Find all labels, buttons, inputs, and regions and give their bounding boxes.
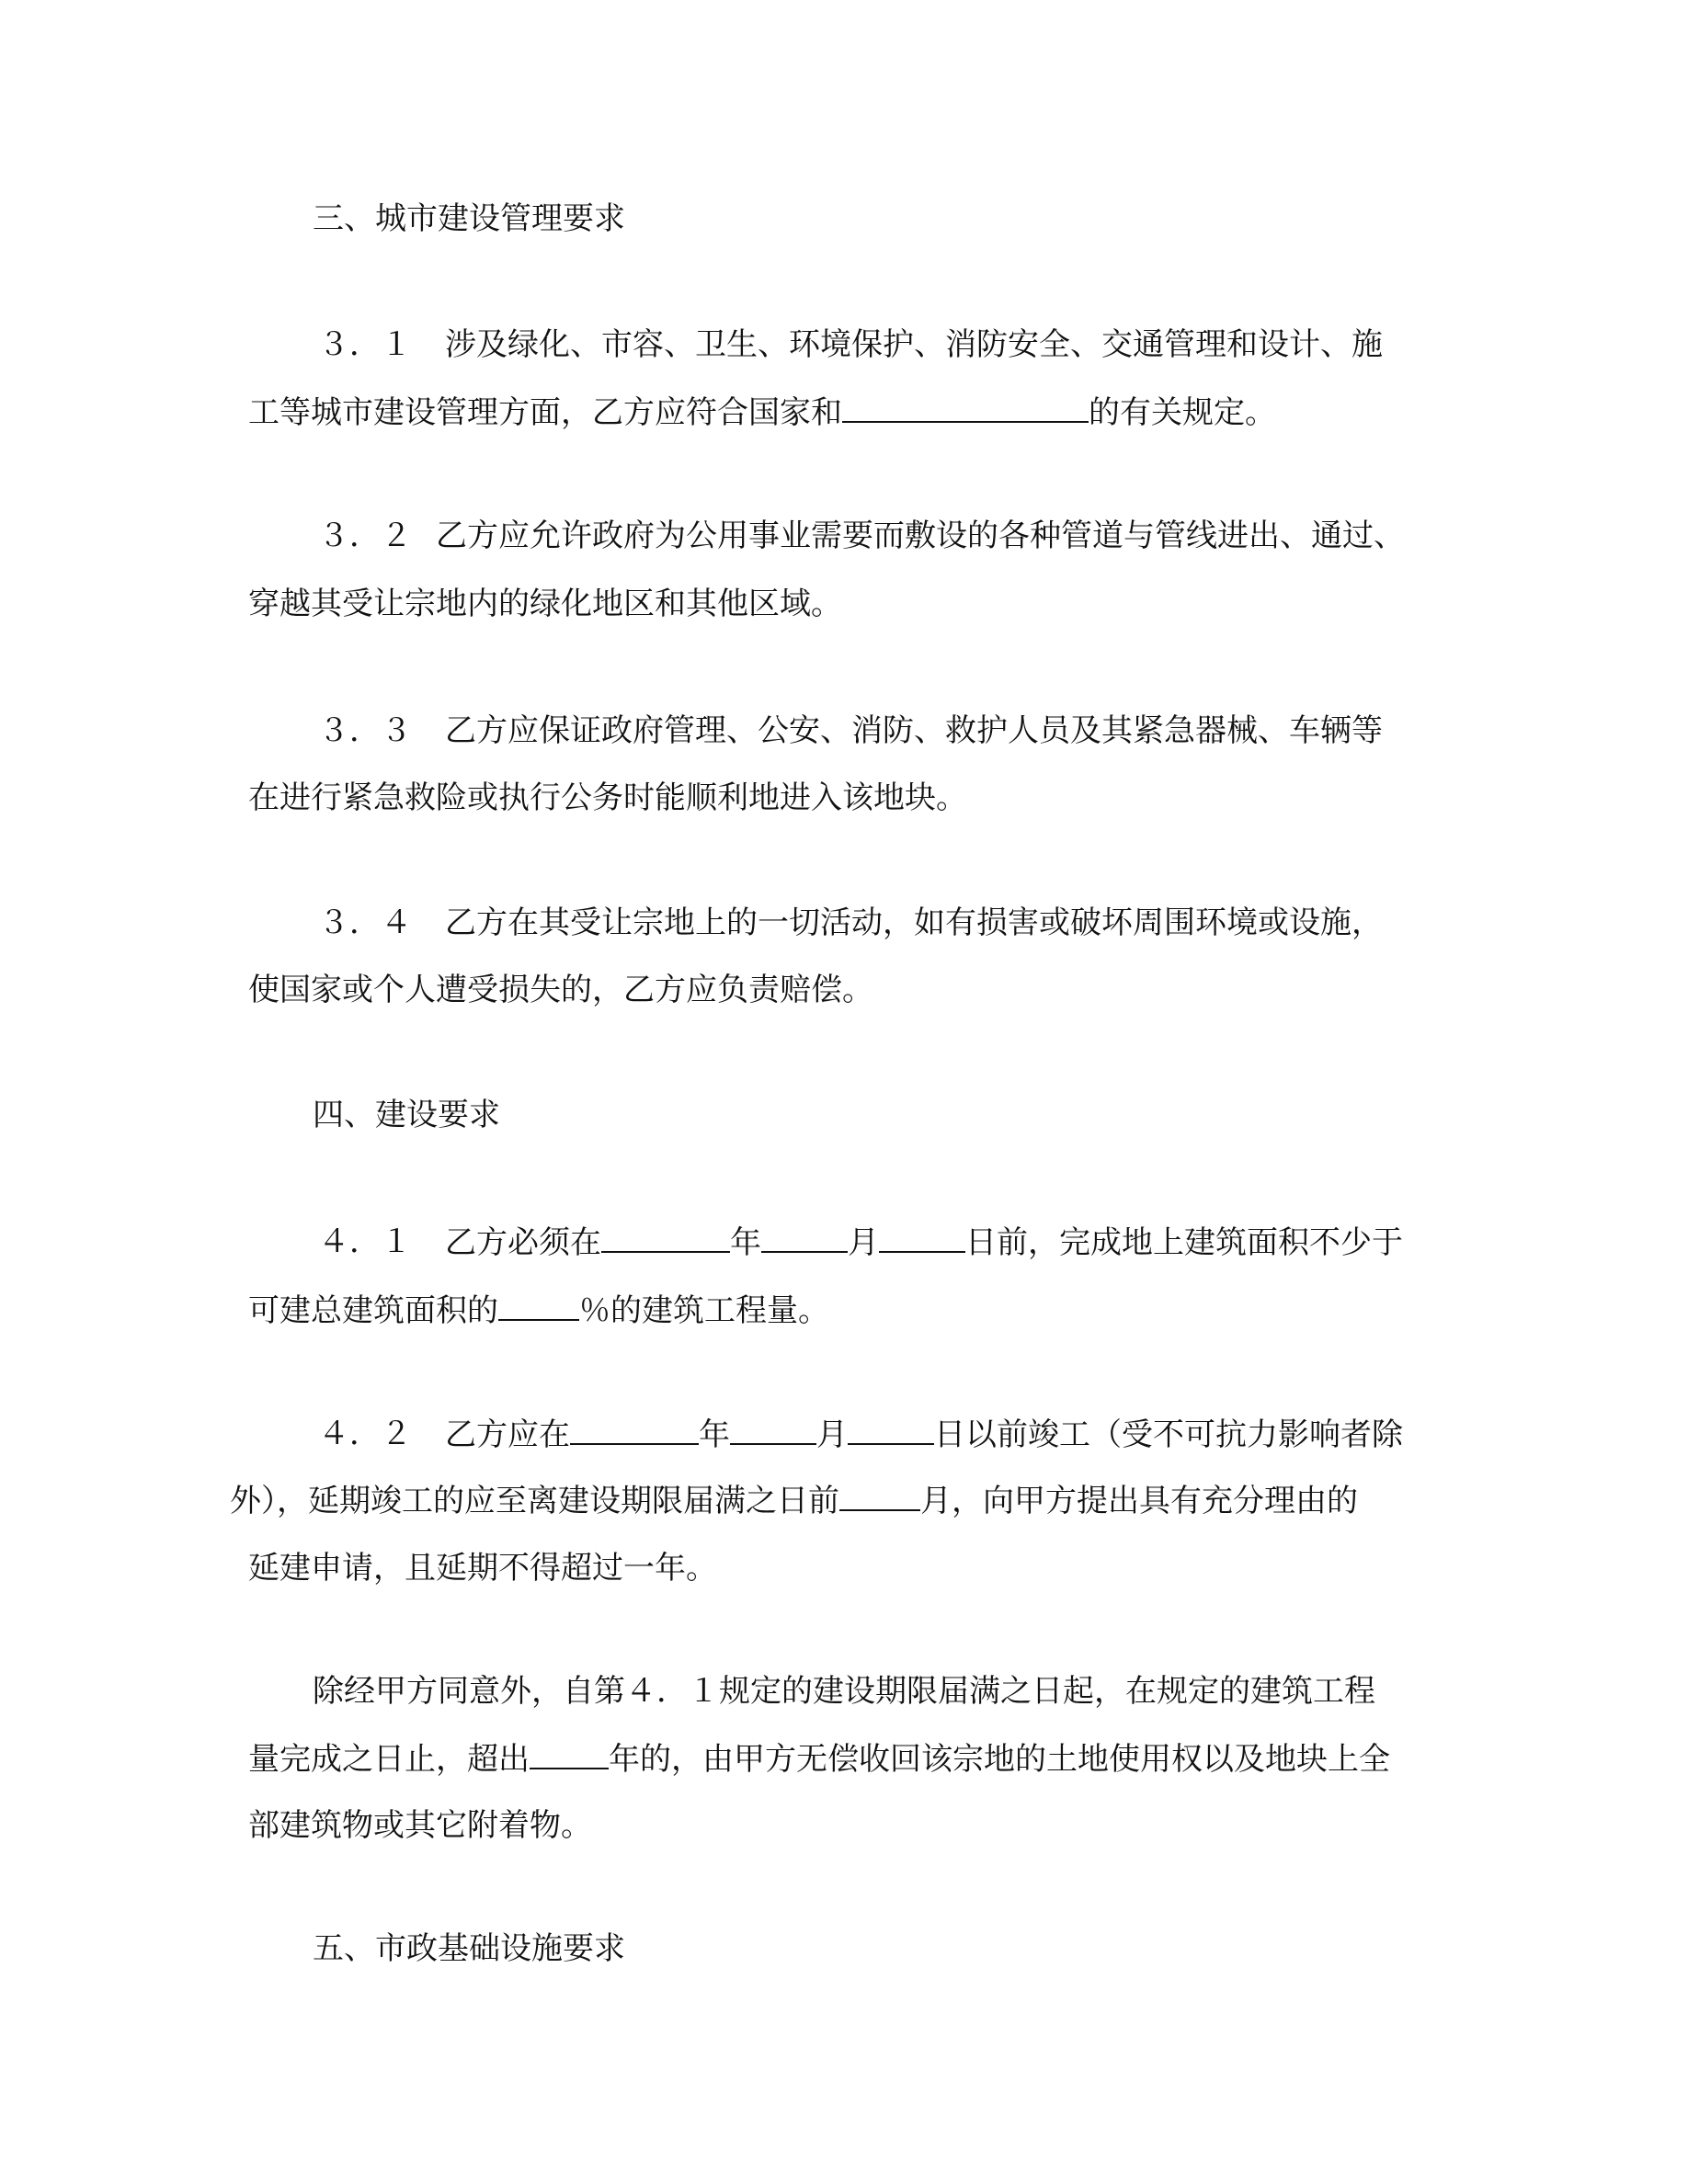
clause-text: 月，向甲方提出具有充分理由的 <box>920 1483 1358 1519</box>
clause-text: 的有关规定。 <box>1089 394 1276 431</box>
section-heading: 三、城市建设管理要求 <box>313 200 625 237</box>
clause-text-line <box>445 1223 1403 1260</box>
clause-text: 外），延期竣工的应至离建设期限届满之日前 <box>230 1483 839 1519</box>
paragraph-text: 年的，由甲方无偿收回该宗地的土地使用权以及地块上全 <box>609 1741 1390 1778</box>
clause-text: 乙方应在 <box>445 1416 570 1453</box>
percent-blank <box>498 1291 579 1321</box>
day-blank <box>848 1416 934 1445</box>
month-blank <box>730 1416 816 1445</box>
section-heading: 四、建设要求 <box>313 1097 500 1133</box>
clause-text: 穿越其受让宗地内的绿化地区和其他区域。 <box>248 586 842 622</box>
clause-text: 乙方应允许政府为公用事业需要而敷设的各种管道与管线进出、通过、 <box>436 518 1405 554</box>
clause-number: ４．１ <box>318 1223 412 1260</box>
paragraph-text: 除经甲方同意外，自第４．１规定的建设期限届满之日起，在规定的建筑工程 <box>313 1673 1375 1710</box>
clause-text-line <box>230 1482 1358 1519</box>
fill-blank <box>842 393 1089 423</box>
clause-text: 乙方应保证政府管理、公安、消防、救护人员及其紧急器械、车辆等 <box>445 712 1383 749</box>
clause-number: ３．３ <box>318 712 412 749</box>
year-blank <box>601 1223 730 1253</box>
month-blank <box>839 1482 920 1511</box>
clause-text: 月 <box>848 1224 879 1261</box>
clause-text: 工等城市建设管理方面，乙方应符合国家和 <box>248 394 842 431</box>
clause-text: 在进行紧急救险或执行公务时能顺利地进入该地块。 <box>248 779 967 816</box>
clause-number: ３．２ <box>318 518 412 554</box>
month-blank <box>761 1223 848 1253</box>
section-heading: 五、市政基础设施要求 <box>313 1930 625 1967</box>
clause-text-line <box>248 1291 829 1328</box>
clause-text: ％的建筑工程量。 <box>579 1292 829 1329</box>
year-blank <box>570 1416 699 1445</box>
clause-text: 乙方必须在 <box>445 1224 601 1261</box>
clause-text-line <box>445 1416 1403 1452</box>
clause-number: ４．２ <box>318 1416 412 1452</box>
paragraph-text: 部建筑物或其它附着物。 <box>248 1807 592 1844</box>
clause-text: 乙方在其受让宗地上的一切活动，如有损害或破坏周围环境或设施， <box>445 904 1383 941</box>
years-blank <box>530 1740 609 1769</box>
paragraph-text-line <box>248 1740 1390 1777</box>
clause-text: 日前，完成地上建筑面积不少于 <box>965 1224 1403 1261</box>
clause-number: ３．１ <box>318 326 412 363</box>
clause-text: 延建申请，且延期不得超过一年。 <box>248 1550 717 1587</box>
clause-text: 日以前竣工（受不可抗力影响者除 <box>934 1416 1403 1453</box>
clause-text-line <box>248 393 1276 430</box>
clause-text: 年 <box>730 1224 761 1261</box>
clause-text: 可建总建筑面积的 <box>248 1292 498 1329</box>
clause-text: 年 <box>699 1416 730 1453</box>
clause-text: 涉及绿化、市容、卫生、环境保护、消防安全、交通管理和设计、施 <box>445 326 1383 363</box>
day-blank <box>879 1223 965 1253</box>
clause-text: 使国家或个人遭受损失的，乙方应负责赔偿。 <box>248 972 873 1008</box>
clause-text: 月 <box>816 1416 848 1453</box>
paragraph-text: 量完成之日止，超出 <box>248 1741 530 1778</box>
clause-number: ３．４ <box>318 904 412 941</box>
